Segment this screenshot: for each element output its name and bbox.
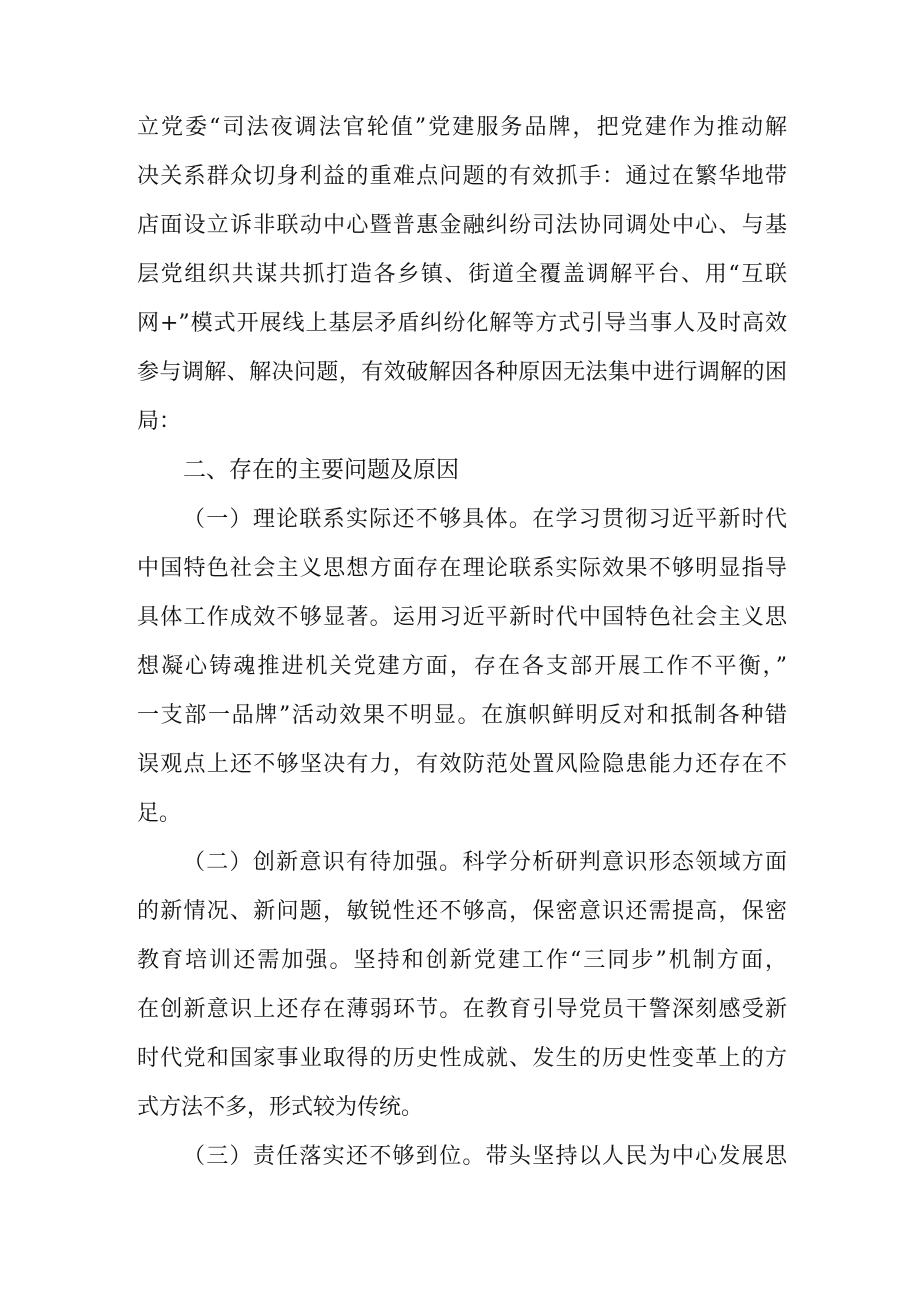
body-text-line: 误观点上还不够坚决有力，有效防范处置风险隐患能力还存在不	[137, 752, 787, 777]
body-text-line: 在创新意识上还存在薄弱环节。在教育引导党员干警深刻感受新	[137, 997, 787, 1022]
body-text-line: 想凝心铸魂推进机关党建方面，存在各支部开展工作不平衡，”	[137, 654, 787, 679]
body-text-line: 店面设立诉非联动中心暨普惠金融纠纷司法协同调处中心、与基	[137, 213, 787, 238]
body-text-line: 参与调解、解决问题，有效破解因各种原因无法集中进行调解的困	[137, 360, 787, 385]
body-text-line: 具体工作成效不够显著。运用习近平新时代中国特色社会主义思	[137, 605, 787, 630]
body-text-line: （三）责任落实还不够到位。带头坚持以人民为中心发展思	[183, 1144, 787, 1169]
body-text-line: 的新情况、新问题，敏锐性还不够高，保密意识还需提高，保密	[137, 899, 787, 924]
body-text-line: 时代党和国家事业取得的历史性成就、发生的历史性变革上的方	[137, 1046, 787, 1071]
body-text-line: 一支部一品牌”活动效果不明显。在旗帜鲜明反对和抵制各种错	[137, 703, 787, 728]
body-text-line: 决关系群众切身利益的重难点问题的有效抓手：通过在繁华地带	[137, 164, 787, 189]
body-text-line: （一）理论联系实际还不够具体。在学习贯彻习近平新时代	[183, 507, 787, 532]
body-text-line: （二）创新意识有待加强。科学分析研判意识形态领域方面	[183, 850, 787, 875]
body-text-line: 网+”模式开展线上基层矛盾纠纷化解等方式引导当事人及时高效	[137, 311, 787, 336]
body-text-line: 立党委“司法夜调法官轮值”党建服务品牌，把党建作为推动解	[137, 115, 787, 140]
body-text-line: 式方法不多，形式较为传统。	[137, 1095, 424, 1120]
body-text-line: 足。	[137, 801, 182, 826]
body-text-line: 层党组织共谋共抓打造各乡镇、街道全覆盖调解平台、用“互联	[137, 262, 787, 287]
body-text-line: 局：	[137, 409, 182, 434]
section-heading: 二、存在的主要问题及原因	[183, 457, 459, 483]
body-text-line: 中国特色社会主义思想方面存在理论联系实际效果不够明显指导	[137, 556, 787, 581]
body-text-line: 教育培训还需加强。坚持和创新党建工作“三同步”机制方面，	[137, 948, 787, 973]
